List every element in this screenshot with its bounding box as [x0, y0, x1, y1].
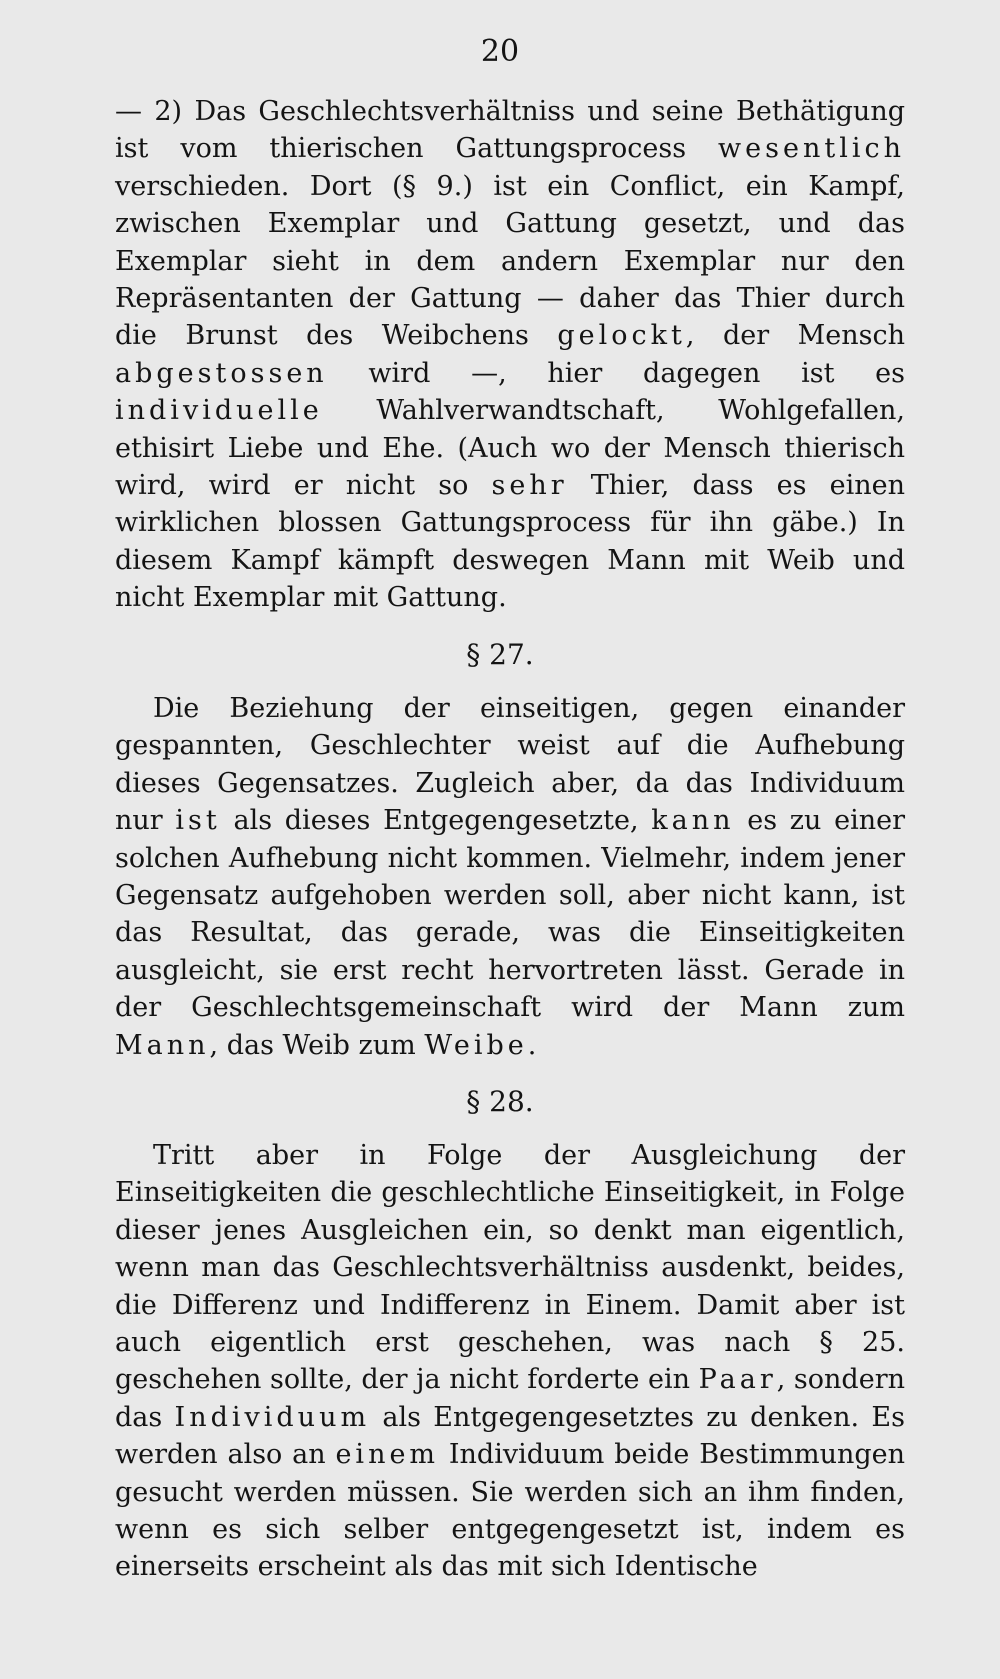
section-27-paragraph	[115, 690, 905, 1064]
page-number: 20	[480, 34, 520, 69]
text-run: es zu einer solchen Aufhebung nicht kommen. Vielmehr, indem jener Gegensatz aufgehoben werden soll, aber nicht kann, ist das Resultat, das gerade, was die Einseitigkeiten ausgleicht, sie erst recht hervortreten lässt. Gerade in der Geschlechtsgemeinschaft wird der Mann zum	[115, 805, 905, 1024]
paragraph-continuation	[115, 93, 905, 617]
text-run: , das Weib zum	[209, 1029, 425, 1061]
emphasis-text: ist	[175, 805, 221, 837]
section-heading-27: § 27.	[466, 638, 534, 671]
emphasis-text: einem	[335, 1439, 440, 1471]
emphasis-text: abgestossen	[115, 357, 328, 389]
emphasis-text: Paar	[698, 1364, 777, 1396]
text-run: wird —, hier dagegen ist es	[327, 357, 905, 389]
text-run: verschieden. Dort (§ 9.) ist ein Conflict, ein Kampf, zwischen Exemplar und Gattung gesetzt, und das Exemplar sieht in dem andern Exemplar nur den Repräsentanten der Gattung — daher das Thier durch die Brunst des Weibchens	[115, 170, 905, 352]
emphasis-text: Mann	[115, 1029, 210, 1061]
text-run: Individuum beide Bestimmungen gesucht werden müssen. Sie werden sich an ihm finden, wenn es sich selber entgegengesetzt ist, indem es einerseits erscheint als das mit sich Identische	[115, 1439, 905, 1583]
emphasis-text: gelockt	[557, 320, 686, 352]
paragraph-text	[115, 1137, 905, 1586]
emphasis-text: individuelle	[115, 395, 323, 427]
text-run: Thier, dass es einen wirklichen blossen Gattungsprocess für ihn gäbe.) In diesem Kampf kämpft deswegen Mann mit Weib und nicht Exemplar mit Gattung.	[115, 470, 905, 614]
text-run: als dieses Entgegengesetzte,	[220, 805, 652, 837]
section-28-paragraph	[115, 1137, 905, 1586]
text-run: Die Beziehung der einseitigen, gegen einander gespannten, Geschlechter weist auf die Aufhebung dieses Gegensatzes. Zugleich aber, da das Individuum nur	[115, 693, 905, 837]
emphasis-text: Individuum	[174, 1401, 371, 1433]
emphasis-text: kann	[651, 805, 735, 837]
emphasis-text: wesentlich	[718, 133, 905, 165]
text-run: , sondern das	[115, 1364, 905, 1433]
paragraph-text	[115, 93, 905, 617]
text-run: , der Mensch	[685, 320, 905, 352]
emphasis-text: sehr	[491, 470, 568, 502]
emphasis-text: Weibe	[424, 1029, 528, 1061]
text-run: .	[527, 1029, 537, 1061]
text-run: Wahlverwandtschaft, Wohlgefallen, ethisirt Liebe und Ehe. (Auch wo der Mensch thierisch wird, wird er nicht so	[115, 395, 905, 502]
section-heading-28: § 28.	[466, 1085, 534, 1118]
text-run: als Entgegengesetztes zu denken. Es werden also an	[115, 1401, 905, 1471]
text-run: — 2) Das Geschlechtsverhältniss und seine Bethätigung ist vom thierischen Gattungsprocess	[115, 96, 905, 165]
paragraph-text	[115, 690, 905, 1064]
text-run: Tritt aber in Folge der Ausgleichung der Einseitigkeiten die geschlechtliche Einseitigkeit, in Folge dieser jenes Ausgleichen ein, so denkt man eigentlich, wenn man das Geschlechtsverhältniss ausdenkt, beides, die Differenz und Indifferenz in Einem. Damit aber ist auch eigentlich erst geschehen, was nach § 25. geschehen sollte, der ja nicht forderte ein	[115, 1140, 905, 1396]
